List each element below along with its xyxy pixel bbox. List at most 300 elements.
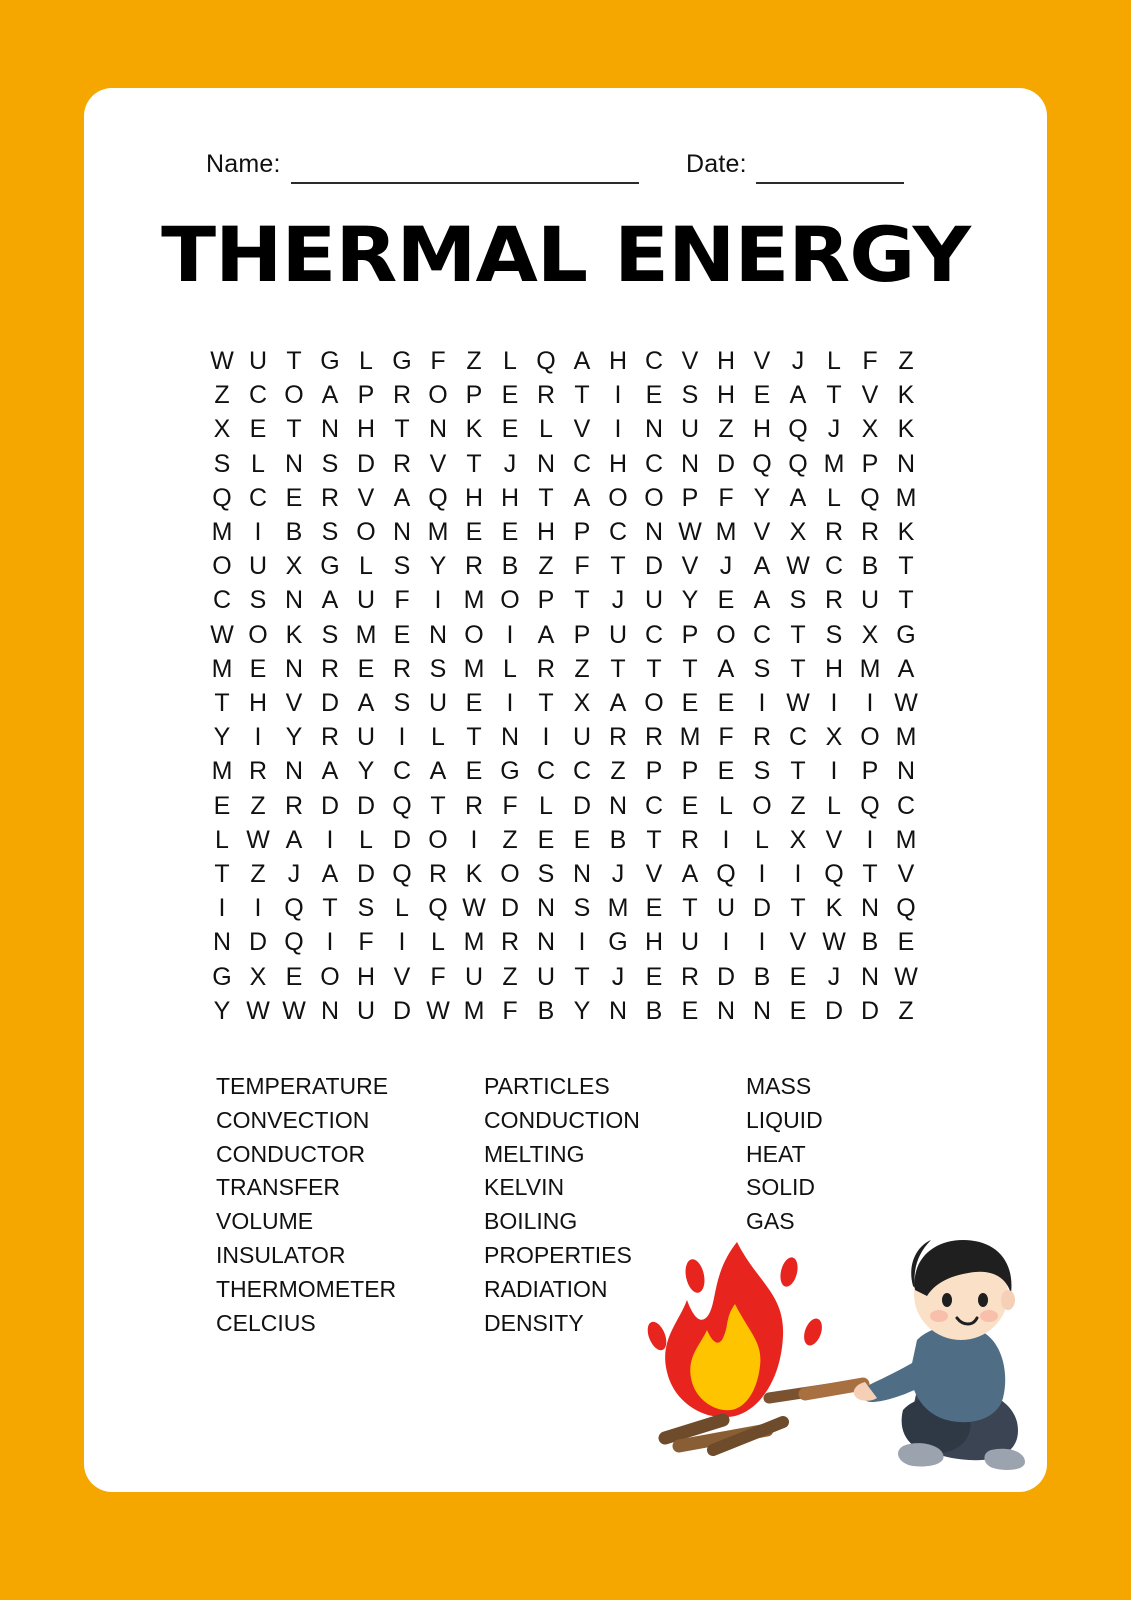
grid-cell: T <box>790 757 806 786</box>
grid-cell: E <box>717 689 735 718</box>
grid-cell: I <box>506 620 514 649</box>
grid-cell: Y <box>573 996 591 1025</box>
grid-cell: T <box>286 415 302 444</box>
grid-cell: R <box>320 654 340 683</box>
grid-cell: D <box>716 449 736 478</box>
grid-cell: X <box>285 552 303 581</box>
grid-cell: S <box>573 894 591 923</box>
grid-cell: H <box>716 381 736 410</box>
grid-cell: D <box>320 791 340 820</box>
grid-cell: M <box>715 518 737 547</box>
grid-cell: N <box>212 928 232 957</box>
grid-cell: L <box>827 483 841 512</box>
grid-cell: N <box>716 996 736 1025</box>
grid-cell: L <box>215 825 229 854</box>
grid-cell: E <box>357 654 375 683</box>
grid-cell: U <box>644 586 664 615</box>
grid-cell: R <box>860 518 880 547</box>
grid-cell: P <box>573 620 591 649</box>
grid-cell: S <box>537 860 555 889</box>
grid-cell: I <box>866 825 874 854</box>
grid-cell: P <box>465 381 483 410</box>
grid-cell: G <box>320 552 340 581</box>
grid-cell: V <box>789 928 807 957</box>
grid-cell: E <box>501 415 519 444</box>
grid-cell: V <box>429 449 447 478</box>
grid-cell: L <box>539 415 553 444</box>
grid-cell: P <box>861 757 879 786</box>
date-label: Date: <box>686 150 747 178</box>
grid-cell: I <box>254 894 262 923</box>
grid-cell: I <box>470 825 478 854</box>
grid-cell: T <box>214 689 230 718</box>
grid-cell: E <box>645 894 663 923</box>
grid-cell: U <box>680 928 700 957</box>
grid-cell: R <box>320 483 340 512</box>
grid-cell: O <box>500 586 520 615</box>
grid-cell: A <box>789 381 807 410</box>
grid-cell: B <box>501 552 519 581</box>
grid-cell: S <box>789 586 807 615</box>
grid-cell: U <box>356 586 376 615</box>
grid-cell: K <box>897 381 915 410</box>
grid-cell: K <box>897 415 915 444</box>
grid-cell: V <box>681 347 699 375</box>
grid-cell: C <box>644 620 664 649</box>
grid-cell: F <box>574 552 590 581</box>
grid-cell: E <box>573 825 591 854</box>
grid-cell: E <box>681 996 699 1025</box>
grid-cell: A <box>681 860 699 889</box>
grid-cell: A <box>789 483 807 512</box>
grid-cell: R <box>248 757 268 786</box>
grid-cell: U <box>536 962 556 991</box>
grid-cell: L <box>431 928 445 957</box>
grid-cell: A <box>321 586 339 615</box>
grid-cell: F <box>358 928 374 957</box>
grid-cell: X <box>789 518 807 547</box>
grid-cell: I <box>218 894 226 923</box>
grid-cell: W <box>894 689 918 718</box>
grid-cell: S <box>249 586 267 615</box>
grid-cell: I <box>542 723 550 752</box>
grid-cell: T <box>430 791 446 820</box>
grid-cell: F <box>718 483 734 512</box>
grid-cell: Q <box>896 894 916 923</box>
grid-cell: A <box>753 586 771 615</box>
grid-cell: G <box>500 757 520 786</box>
grid-cell: T <box>214 860 230 889</box>
grid-cell: Y <box>681 586 699 615</box>
grid-cell: N <box>284 449 304 478</box>
grid-cell: Q <box>752 449 772 478</box>
grid-cell: B <box>537 996 555 1025</box>
grid-cell: U <box>248 347 268 375</box>
grid-cell: I <box>830 757 838 786</box>
grid-cell: V <box>573 415 591 444</box>
grid-cell: S <box>753 757 771 786</box>
grid-cell: Q <box>392 860 412 889</box>
grid-cell: Z <box>502 962 518 991</box>
grid-cell: W <box>210 620 234 649</box>
grid-cell: M <box>355 620 377 649</box>
grid-cell: D <box>500 894 520 923</box>
grid-cell: U <box>464 962 484 991</box>
grid-cell: T <box>538 483 554 512</box>
grid-cell: E <box>717 757 735 786</box>
grid-cell: C <box>608 518 628 547</box>
grid-cell: B <box>285 518 303 547</box>
grid-cell: Q <box>392 791 412 820</box>
grid-cell: Q <box>716 860 736 889</box>
grid-cell: W <box>786 552 810 581</box>
grid-cell: S <box>393 552 411 581</box>
grid-cell: U <box>356 723 376 752</box>
grid-cell: J <box>719 552 733 581</box>
grid-cell: R <box>680 962 700 991</box>
grid-cell: N <box>392 518 412 547</box>
grid-cell: I <box>434 586 442 615</box>
grid-cell: N <box>680 449 700 478</box>
grid-cell: R <box>644 723 664 752</box>
grid-cell: T <box>862 860 878 889</box>
grid-cell: W <box>786 689 810 718</box>
grid-cell: O <box>248 620 268 649</box>
grid-cell: M <box>607 894 629 923</box>
grid-cell: F <box>394 586 410 615</box>
grid-cell: T <box>466 723 482 752</box>
grid-cell: P <box>645 757 663 786</box>
grid-cell: V <box>753 347 771 375</box>
grid-cell: C <box>572 757 592 786</box>
grid-cell: F <box>718 723 734 752</box>
grid-cell: Y <box>285 723 303 752</box>
word-list-item: GAS <box>746 1208 795 1235</box>
grid-cell: P <box>861 449 879 478</box>
grid-cell: I <box>254 723 262 752</box>
grid-cell: Q <box>788 449 808 478</box>
grid-cell: X <box>825 723 843 752</box>
grid-cell: A <box>609 689 627 718</box>
grid-cell: W <box>282 996 306 1025</box>
grid-cell: N <box>644 415 664 444</box>
grid-cell: N <box>500 723 520 752</box>
grid-cell: M <box>895 483 917 512</box>
grid-cell: H <box>536 518 556 547</box>
grid-cell: N <box>428 415 448 444</box>
grid-cell: N <box>608 996 628 1025</box>
grid-cell: S <box>393 689 411 718</box>
grid-cell: I <box>614 415 622 444</box>
grid-cell: U <box>608 620 628 649</box>
grid-cell: T <box>790 894 806 923</box>
grid-cell: C <box>752 620 772 649</box>
grid-cell: W <box>426 996 450 1025</box>
grid-cell: Y <box>213 723 231 752</box>
grid-cell: D <box>572 791 592 820</box>
grid-cell: A <box>393 483 411 512</box>
grid-cell: L <box>827 791 841 820</box>
word-list-item: CONDUCTION <box>484 1106 640 1133</box>
grid-cell: B <box>609 825 627 854</box>
grid-cell: I <box>578 928 586 957</box>
grid-cell: J <box>287 860 301 889</box>
grid-cell: I <box>326 928 334 957</box>
word-list-item: PROPERTIES <box>484 1241 632 1268</box>
grid-cell: D <box>752 894 772 923</box>
flame-icon <box>665 1242 783 1417</box>
grid-cell: N <box>860 894 880 923</box>
grid-cell: W <box>822 928 846 957</box>
campfire-boy-illustration <box>617 1154 1037 1484</box>
grid-cell: R <box>680 825 700 854</box>
grid-cell: E <box>537 825 555 854</box>
grid-cell: U <box>572 723 592 752</box>
grid-cell: C <box>392 757 412 786</box>
grid-cell: E <box>501 518 519 547</box>
grid-cell: E <box>681 689 699 718</box>
grid-cell: N <box>896 757 916 786</box>
grid-cell: B <box>861 552 879 581</box>
grid-cell: U <box>356 996 376 1025</box>
grid-cell: F <box>502 996 518 1025</box>
grid-cell: T <box>826 381 842 410</box>
word-list-item: BOILING <box>484 1208 578 1235</box>
grid-cell: O <box>608 483 628 512</box>
grid-cell: A <box>321 860 339 889</box>
grid-cell: A <box>537 620 555 649</box>
word-list-item: TEMPERATURE <box>216 1073 389 1099</box>
grid-cell: R <box>464 552 484 581</box>
grid-cell: K <box>897 518 915 547</box>
grid-cell: S <box>681 381 699 410</box>
grid-cell: E <box>789 996 807 1025</box>
grid-cell: L <box>395 894 409 923</box>
grid-cell: V <box>357 483 375 512</box>
grid-cell: M <box>463 996 485 1025</box>
grid-cell: H <box>248 689 268 718</box>
grid-cell: V <box>753 518 771 547</box>
grid-cell: Q <box>824 860 844 889</box>
grid-cell: J <box>611 860 625 889</box>
grid-cell: J <box>611 962 625 991</box>
page-title: THERMAL ENERGY <box>161 210 970 299</box>
grid-cell: P <box>681 620 699 649</box>
grid-cell: T <box>286 347 302 375</box>
grid-cell: I <box>722 825 730 854</box>
grid-cell: I <box>614 381 622 410</box>
grid-cell: O <box>716 620 736 649</box>
grid-cell: I <box>866 689 874 718</box>
grid-cell: R <box>500 928 520 957</box>
grid-cell: U <box>248 552 268 581</box>
grid-cell: B <box>645 996 663 1025</box>
grid-cell: P <box>537 586 555 615</box>
word-list-item: MASS <box>746 1073 812 1099</box>
grid-cell: O <box>284 381 304 410</box>
grid-cell: E <box>285 962 303 991</box>
word-list-item: KELVIN <box>484 1174 565 1201</box>
grid-cell: F <box>430 347 446 375</box>
grid-cell: N <box>536 928 556 957</box>
grid-cell: M <box>211 757 233 786</box>
grid-cell: N <box>572 860 592 889</box>
grid-cell: M <box>823 449 845 478</box>
grid-cell: R <box>392 381 412 410</box>
word-list-item: CONDUCTOR <box>216 1140 366 1167</box>
grid-cell: I <box>326 825 334 854</box>
grid-cell: E <box>465 757 483 786</box>
grid-cell: T <box>898 586 914 615</box>
grid-cell: T <box>610 654 626 683</box>
grid-cell: C <box>824 552 844 581</box>
grid-cell: E <box>681 791 699 820</box>
grid-cell: S <box>321 518 339 547</box>
grid-cell: E <box>717 586 735 615</box>
grid-cell: I <box>758 860 766 889</box>
grid-cell: H <box>752 415 772 444</box>
grid-cell: K <box>285 620 303 649</box>
grid-cell: B <box>753 962 771 991</box>
grid-cell: V <box>681 552 699 581</box>
grid-cell: T <box>574 381 590 410</box>
grid-cell: L <box>431 723 445 752</box>
grid-cell: A <box>321 757 339 786</box>
grid-cell: J <box>827 415 841 444</box>
grid-cell: C <box>248 483 268 512</box>
grid-cell: N <box>428 620 448 649</box>
firewood-logs-icon <box>665 1420 783 1450</box>
grid-cell: E <box>645 962 663 991</box>
grid-cell: Q <box>428 894 448 923</box>
grid-cell: Z <box>538 552 554 581</box>
grid-cell: K <box>465 415 483 444</box>
grid-cell: A <box>357 689 375 718</box>
grid-cell: S <box>321 449 339 478</box>
grid-cell: I <box>506 689 514 718</box>
grid-cell: Y <box>753 483 771 512</box>
grid-cell: H <box>716 347 736 375</box>
grid-cell: B <box>861 928 879 957</box>
word-search-grid <box>204 344 924 1028</box>
grid-cell: N <box>644 518 664 547</box>
grid-cell: S <box>825 620 843 649</box>
grid-cell: N <box>860 962 880 991</box>
grid-cell: N <box>752 996 772 1025</box>
grid-cell: Q <box>860 483 880 512</box>
grid-cell: N <box>284 654 304 683</box>
grid-cell: O <box>752 791 772 820</box>
grid-cell: S <box>429 654 447 683</box>
grid-cell: T <box>394 415 410 444</box>
word-list-item: VOLUME <box>216 1208 314 1235</box>
grid-cell: Q <box>788 415 808 444</box>
grid-cell: C <box>788 723 808 752</box>
grid-cell: J <box>611 586 625 615</box>
grid-cell: V <box>897 860 915 889</box>
grid-cell: O <box>212 552 232 581</box>
grid-cell: O <box>428 825 448 854</box>
grid-cell: E <box>501 381 519 410</box>
grid-cell: D <box>860 996 880 1025</box>
grid-cell: T <box>574 962 590 991</box>
grid-cell: Z <box>502 825 518 854</box>
grid-cell: T <box>682 894 698 923</box>
grid-cell: O <box>464 620 484 649</box>
grid-cell: L <box>359 347 373 375</box>
grid-cell: G <box>608 928 628 957</box>
grid-cell: D <box>248 928 268 957</box>
grid-cell: G <box>392 347 412 375</box>
grid-cell: Z <box>466 347 482 375</box>
grid-cell: C <box>644 791 664 820</box>
date-write-line[interactable] <box>756 182 904 184</box>
grid-cell: M <box>463 928 485 957</box>
grid-cell: I <box>722 928 730 957</box>
grid-cell: D <box>356 791 376 820</box>
grid-cell: X <box>861 415 879 444</box>
grid-cell: A <box>573 483 591 512</box>
grid-cell: U <box>680 415 700 444</box>
grid-cell: M <box>859 654 881 683</box>
grid-cell: W <box>894 962 918 991</box>
grid-cell: W <box>246 996 270 1025</box>
name-write-line[interactable] <box>291 182 639 184</box>
grid-cell: O <box>356 518 376 547</box>
grid-cell: K <box>825 894 843 923</box>
grid-cell: I <box>398 723 406 752</box>
word-list-column-1 <box>216 1070 396 1340</box>
boy-figure <box>854 1240 1025 1470</box>
grid-cell: T <box>574 586 590 615</box>
grid-cell: E <box>249 654 267 683</box>
grid-cell: V <box>861 381 879 410</box>
grid-cell: A <box>285 825 303 854</box>
grid-cell: E <box>645 381 663 410</box>
grid-cell: Y <box>357 757 375 786</box>
grid-cell: U <box>716 894 736 923</box>
word-list-item: SOLID <box>746 1174 816 1201</box>
grid-cell: H <box>464 483 484 512</box>
grid-cell: R <box>608 723 628 752</box>
grid-cell: W <box>246 825 270 854</box>
grid-cell: E <box>753 381 771 410</box>
grid-cell: M <box>679 723 701 752</box>
grid-cell: T <box>646 654 662 683</box>
grid-cell: R <box>536 654 556 683</box>
grid-cell: V <box>393 962 411 991</box>
grid-cell: E <box>285 483 303 512</box>
grid-cell: I <box>398 928 406 957</box>
grid-cell: I <box>758 689 766 718</box>
grid-cell: L <box>359 552 373 581</box>
grid-cell: R <box>392 449 412 478</box>
word-list-item: THERMOMETER <box>216 1275 397 1302</box>
grid-cell: H <box>608 449 628 478</box>
grid-cell: R <box>464 791 484 820</box>
grid-cell: E <box>897 928 915 957</box>
grid-cell: O <box>644 483 664 512</box>
grid-cell: P <box>357 381 375 410</box>
grid-cell: H <box>608 347 628 375</box>
grid-cell: T <box>466 449 482 478</box>
grid-cell: O <box>320 962 340 991</box>
grid-cell: M <box>895 723 917 752</box>
word-list-item: DENSITY <box>484 1309 584 1336</box>
grid-cell: F <box>502 791 518 820</box>
grid-cell: T <box>610 552 626 581</box>
grid-cell: Z <box>718 415 734 444</box>
